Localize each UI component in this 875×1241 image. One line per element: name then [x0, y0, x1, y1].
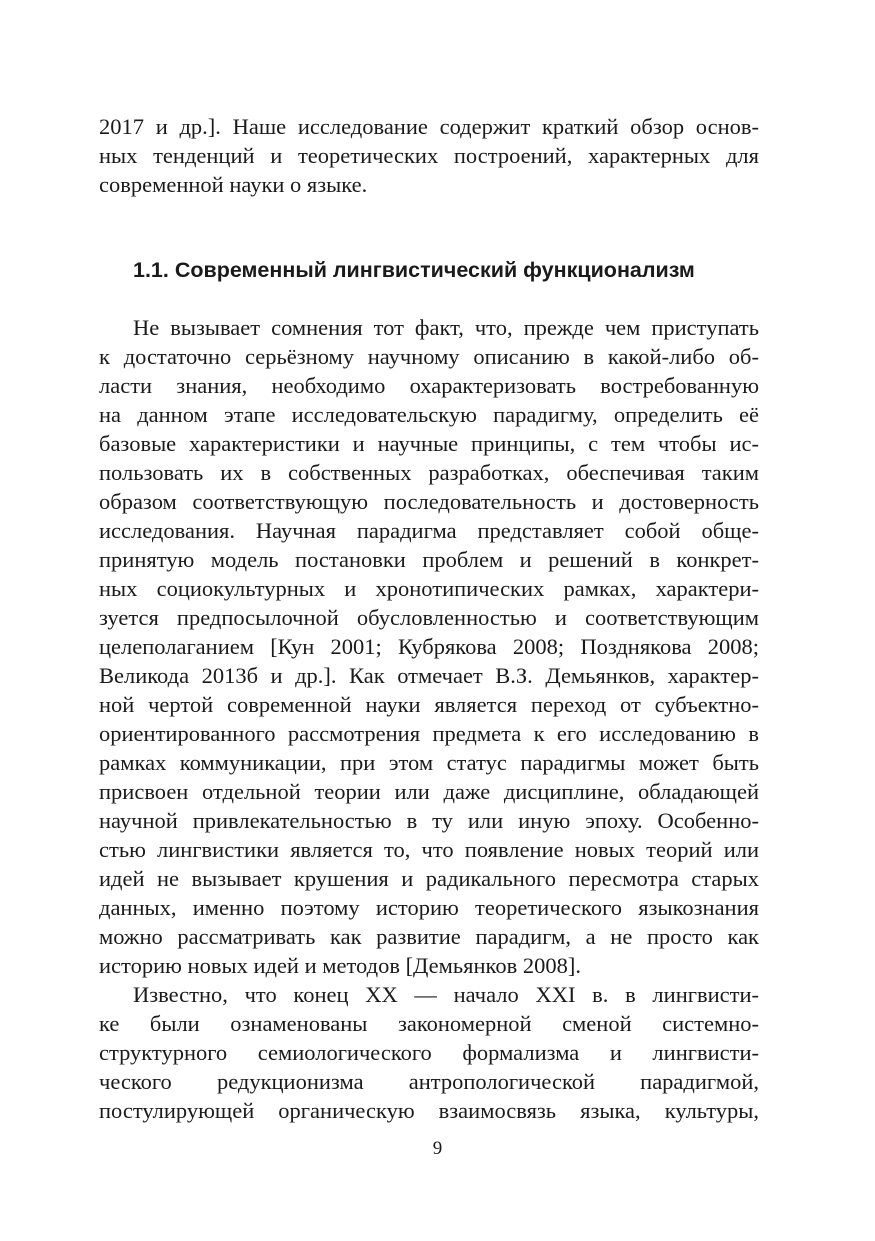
- paragraph-line: базовые характеристики и научные принципы, с тем чтобы ис-: [99, 431, 759, 456]
- paragraph-line: данных, именно поэтому историю теоретического языкознания: [99, 895, 759, 920]
- paragraph-line: можно рассматривать как развитие парадигм, а не просто как: [99, 924, 759, 949]
- paragraph-line: ласти знания, необходимо охарактеризовать востребованную: [99, 373, 759, 398]
- paragraph-line: ных социокультурных и хронотипических рамках, характери-: [99, 576, 759, 601]
- paragraph-line: ной чертой современной науки является переход от субъектно-: [99, 692, 759, 717]
- paragraph-line: пользовать их в собственных разработках, обеспечивая таким: [99, 460, 759, 485]
- paragraph-line: Не вызывает сомнения тот факт, что, прежде чем приступать: [133, 315, 759, 340]
- intro-line: современной науки о языке.: [99, 172, 368, 197]
- paragraph-line: зуется предпосылочной обусловленностью и соответствующим: [99, 605, 759, 630]
- intro-line: ных тенденций и теоретических построений, характерных для: [99, 143, 759, 168]
- paragraph-line: Великода 2013б и др.]. Как отмечает В.З. Демьянков, характер-: [99, 663, 759, 688]
- section-heading: 1.1. Современный лингвистический функционализм: [133, 258, 695, 282]
- paragraph-line: научной привлекательностью в ту или иную эпоху. Особенно-: [99, 808, 759, 833]
- paragraph-line: целеполаганием [Кун 2001; Кубрякова 2008; Позднякова 2008;: [99, 634, 759, 659]
- paragraph-line: историю новых идей и методов [Демьянков 2008].: [99, 953, 581, 978]
- paragraph-line: постулирующей органическую взаимосвязь языка, культуры,: [99, 1098, 759, 1123]
- paragraph-line: ориентированного рассмотрения предмета к его исследованию в: [99, 721, 759, 746]
- paragraph-line: ческого редукционизма антропологической парадигмой,: [99, 1069, 759, 1094]
- paragraph-line: стью лингвистики является то, что появление новых теорий или: [99, 837, 759, 862]
- paragraph-line: структурного семиологического формализма и лингвисти-: [99, 1040, 759, 1065]
- paragraph-line: на данном этапе исследовательскую парадигму, определить её: [99, 402, 759, 427]
- paragraph-line: присвоен отдельной теории или даже дисциплине, обладающей: [99, 779, 759, 804]
- intro-line: 2017 и др.]. Наше исследование содержит краткий обзор основ-: [99, 114, 759, 139]
- paragraph-line: идей не вызывает крушения и радикального пересмотра старых: [99, 866, 759, 891]
- paragraph-line: принятую модель постановки проблем и решений в конкрет-: [99, 547, 759, 572]
- paragraph-line: ке были ознаменованы закономерной сменой системно-: [99, 1011, 759, 1036]
- paragraph-line: рамках коммуникации, при этом статус парадигмы может быть: [99, 750, 759, 775]
- paragraph-line: к достаточно серьёзному научному описанию в какой-либо об-: [99, 344, 759, 369]
- paragraph-line: образом соответствующую последовательность и достоверность: [99, 489, 759, 514]
- page-number: 9: [432, 1138, 443, 1159]
- paragraph-line: Известно, что конец XX — начало XXI в. в лингвисти-: [133, 982, 759, 1007]
- paragraph-line: исследования. Научная парадигма представляет собой обще-: [99, 518, 759, 543]
